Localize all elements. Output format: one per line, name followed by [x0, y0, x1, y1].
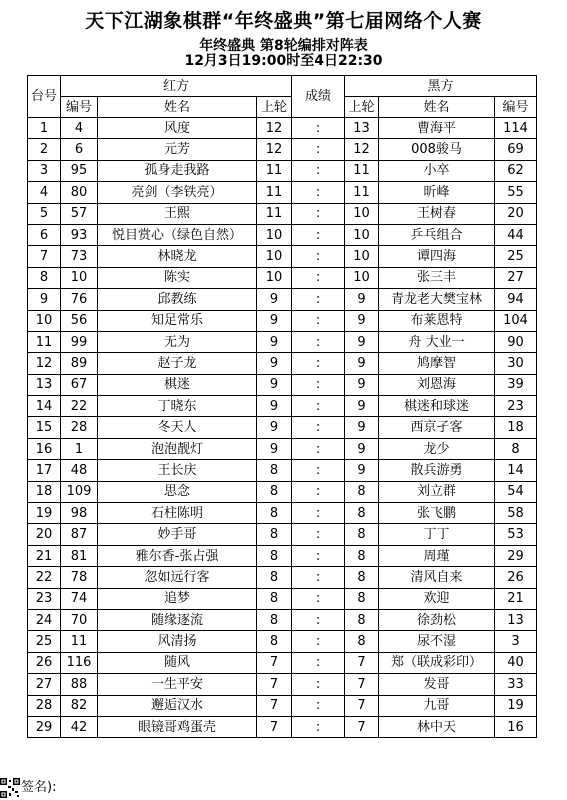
red-number-cell: 74	[61, 588, 98, 609]
black-last-round-cell: 11	[345, 160, 379, 181]
red-last-round-cell: 8	[257, 503, 292, 524]
black-last-round-cell: 7	[345, 695, 379, 716]
red-last-round-cell: 9	[257, 396, 292, 417]
red-name-cell: 妙手哥	[98, 524, 257, 545]
black-name-cell: 008骏马	[379, 139, 495, 160]
red-last-round-cell: 9	[257, 310, 292, 331]
red-name-cell: 王长庆	[98, 460, 257, 481]
table-no-cell: 24	[28, 609, 61, 630]
red-name-cell: 棋迷	[98, 374, 257, 395]
red-last-round-cell: 8	[257, 609, 292, 630]
table-no-cell: 2	[28, 139, 61, 160]
table-row	[28, 481, 537, 502]
black-number-cell: 18	[495, 417, 537, 438]
result-cell: :	[292, 203, 345, 224]
black-last-round-cell: 7	[345, 716, 379, 737]
black-number-cell: 44	[495, 224, 537, 245]
red-name-cell: 风度	[98, 118, 257, 139]
red-last-round-cell: 7	[257, 695, 292, 716]
red-name-cell: 随风	[98, 652, 257, 673]
black-number-cell: 39	[495, 374, 537, 395]
black-number-cell: 69	[495, 139, 537, 160]
red-last-round-cell: 10	[257, 246, 292, 267]
red-name-cell: 知足常乐	[98, 310, 257, 331]
table-row	[28, 203, 537, 224]
red-last-round-cell: 7	[257, 716, 292, 737]
pairings-table	[27, 75, 537, 738]
result-cell: :	[292, 267, 345, 288]
black-name-cell: 丁丁	[379, 524, 495, 545]
black-last-round-cell: 8	[345, 503, 379, 524]
black-name-cell: 小卒	[379, 160, 495, 181]
qr-code-icon	[0, 778, 20, 798]
result-cell: :	[292, 160, 345, 181]
black-number-cell: 90	[495, 331, 537, 352]
black-number-cell: 16	[495, 716, 537, 737]
table-row	[28, 267, 537, 288]
red-last-round-cell: 8	[257, 588, 292, 609]
red-last-round-cell: 8	[257, 460, 292, 481]
result-cell: :	[292, 310, 345, 331]
table-no-cell: 21	[28, 545, 61, 566]
result-cell: :	[292, 652, 345, 673]
black-last-round-cell: 8	[345, 524, 379, 545]
table-no-cell: 25	[28, 631, 61, 652]
red-last-round-cell: 7	[257, 674, 292, 695]
table-row	[28, 460, 537, 481]
red-last-round-cell: 8	[257, 481, 292, 502]
table-no-cell: 4	[28, 182, 61, 203]
black-last-round-cell: 10	[345, 203, 379, 224]
signature-label: 签名):	[21, 780, 57, 795]
signature-line	[0, 776, 56, 798]
red-number-cell: 88	[61, 674, 98, 695]
black-number-cell: 62	[495, 160, 537, 181]
black-name-cell: 棋迷和球迷	[379, 396, 495, 417]
result-cell: :	[292, 716, 345, 737]
table-row	[28, 224, 537, 245]
table-row	[28, 674, 537, 695]
table-row	[28, 716, 537, 737]
black-name-cell: 清风自来	[379, 567, 495, 588]
black-last-round-cell: 8	[345, 481, 379, 502]
result-cell: :	[292, 481, 345, 502]
table-row	[28, 567, 537, 588]
red-number-cell: 4	[61, 118, 98, 139]
red-number-cell: 57	[61, 203, 98, 224]
red-number-cell: 78	[61, 567, 98, 588]
red-name-cell: 元芳	[98, 139, 257, 160]
black-number-cell: 8	[495, 438, 537, 459]
red-name-cell: 林晓龙	[98, 246, 257, 267]
black-number-cell: 19	[495, 695, 537, 716]
result-cell: :	[292, 588, 345, 609]
black-last-round-cell: 9	[345, 310, 379, 331]
result-cell: :	[292, 374, 345, 395]
result-cell: :	[292, 396, 345, 417]
table-row	[28, 246, 537, 267]
black-last-round-cell: 9	[345, 438, 379, 459]
result-cell: :	[292, 460, 345, 481]
red-last-round-cell: 9	[257, 289, 292, 310]
black-name-cell: 王树春	[379, 203, 495, 224]
header-result: 成绩	[292, 76, 345, 118]
table-no-cell: 20	[28, 524, 61, 545]
red-last-round-cell: 8	[257, 631, 292, 652]
black-name-cell: 曹海平	[379, 118, 495, 139]
header-red-last-round: 上轮	[257, 97, 292, 118]
black-last-round-cell: 9	[345, 396, 379, 417]
result-cell: :	[292, 524, 345, 545]
table-row	[28, 588, 537, 609]
black-name-cell: 舟 大业一	[379, 331, 495, 352]
black-name-cell: 散兵游勇	[379, 460, 495, 481]
red-name-cell: 思念	[98, 481, 257, 502]
black-last-round-cell: 9	[345, 331, 379, 352]
black-last-round-cell: 7	[345, 674, 379, 695]
result-cell: :	[292, 695, 345, 716]
result-cell: :	[292, 118, 345, 139]
table-no-cell: 22	[28, 567, 61, 588]
header-red-number: 编号	[61, 97, 98, 118]
black-number-cell: 21	[495, 588, 537, 609]
table-no-cell: 16	[28, 438, 61, 459]
table-row	[28, 331, 537, 352]
table-no-cell: 6	[28, 224, 61, 245]
red-number-cell: 99	[61, 331, 98, 352]
table-row	[28, 310, 537, 331]
result-cell: :	[292, 567, 345, 588]
red-name-cell: 陈实	[98, 267, 257, 288]
red-number-cell: 93	[61, 224, 98, 245]
red-last-round-cell: 9	[257, 374, 292, 395]
black-number-cell: 20	[495, 203, 537, 224]
red-last-round-cell: 11	[257, 160, 292, 181]
red-last-round-cell: 11	[257, 203, 292, 224]
red-name-cell: 眼镜哥鸡蛋壳	[98, 716, 257, 737]
black-number-cell: 29	[495, 545, 537, 566]
black-name-cell: 张飞鹏	[379, 503, 495, 524]
black-number-cell: 53	[495, 524, 537, 545]
table-row	[28, 374, 537, 395]
table-row	[28, 118, 537, 139]
black-name-cell: 林中天	[379, 716, 495, 737]
red-number-cell: 10	[61, 267, 98, 288]
black-number-cell: 25	[495, 246, 537, 267]
black-name-cell: 龙少	[379, 438, 495, 459]
table-row	[28, 609, 537, 630]
red-last-round-cell: 12	[257, 139, 292, 160]
result-cell: :	[292, 674, 345, 695]
red-last-round-cell: 7	[257, 652, 292, 673]
black-last-round-cell: 9	[345, 289, 379, 310]
table-row	[28, 353, 537, 374]
page-title: 天下江湖象棋群“年终盛典”第七届网络个人赛	[85, 10, 482, 32]
table-no-cell: 28	[28, 695, 61, 716]
black-number-cell: 14	[495, 460, 537, 481]
red-name-cell: 王熙	[98, 203, 257, 224]
black-last-round-cell: 9	[345, 374, 379, 395]
black-last-round-cell: 9	[345, 417, 379, 438]
red-name-cell: 邱教练	[98, 289, 257, 310]
table-no-cell: 19	[28, 503, 61, 524]
black-name-cell: 发哥	[379, 674, 495, 695]
black-number-cell: 114	[495, 118, 537, 139]
red-number-cell: 67	[61, 374, 98, 395]
red-name-cell: 雅尔香-张占强	[98, 545, 257, 566]
red-name-cell: 赵子龙	[98, 353, 257, 374]
red-number-cell: 28	[61, 417, 98, 438]
red-name-cell: 无为	[98, 331, 257, 352]
result-cell: :	[292, 417, 345, 438]
table-row	[28, 438, 537, 459]
red-last-round-cell: 9	[257, 353, 292, 374]
table-row	[28, 160, 537, 181]
result-cell: :	[292, 289, 345, 310]
red-name-cell: 亮剑（李铁亮）	[98, 182, 257, 203]
table-row	[28, 503, 537, 524]
black-number-cell: 55	[495, 182, 537, 203]
header-red-name: 姓名	[98, 97, 257, 118]
black-name-cell: 欢迎	[379, 588, 495, 609]
result-cell: :	[292, 224, 345, 245]
red-number-cell: 89	[61, 353, 98, 374]
table-row	[28, 396, 537, 417]
red-number-cell: 95	[61, 160, 98, 181]
result-cell: :	[292, 545, 345, 566]
black-name-cell: 郑（联成彩印）	[379, 652, 495, 673]
black-name-cell: 鸠摩智	[379, 353, 495, 374]
table-row	[28, 139, 537, 160]
black-last-round-cell: 12	[345, 139, 379, 160]
red-name-cell: 一生平安	[98, 674, 257, 695]
table-no-cell: 1	[28, 118, 61, 139]
table-no-cell: 12	[28, 353, 61, 374]
black-number-cell: 33	[495, 674, 537, 695]
red-number-cell: 6	[61, 139, 98, 160]
red-number-cell: 56	[61, 310, 98, 331]
black-last-round-cell: 10	[345, 246, 379, 267]
red-number-cell: 11	[61, 631, 98, 652]
table-no-cell: 17	[28, 460, 61, 481]
table-no-cell: 29	[28, 716, 61, 737]
red-number-cell: 70	[61, 609, 98, 630]
black-number-cell: 3	[495, 631, 537, 652]
result-cell: :	[292, 139, 345, 160]
result-cell: :	[292, 438, 345, 459]
red-number-cell: 80	[61, 182, 98, 203]
result-cell: :	[292, 246, 345, 267]
red-last-round-cell: 8	[257, 524, 292, 545]
table-no-cell: 13	[28, 374, 61, 395]
header-black-name: 姓名	[379, 97, 495, 118]
table-row	[28, 417, 537, 438]
black-last-round-cell: 8	[345, 588, 379, 609]
table-no-cell: 3	[28, 160, 61, 181]
black-last-round-cell: 13	[345, 118, 379, 139]
red-number-cell: 1	[61, 438, 98, 459]
black-number-cell: 40	[495, 652, 537, 673]
black-number-cell: 26	[495, 567, 537, 588]
red-number-cell: 22	[61, 396, 98, 417]
red-name-cell: 随缘逐流	[98, 609, 257, 630]
black-last-round-cell: 8	[345, 545, 379, 566]
black-number-cell: 94	[495, 289, 537, 310]
table-row	[28, 182, 537, 203]
table-no-cell: 18	[28, 481, 61, 502]
table-row	[28, 545, 537, 566]
result-cell: :	[292, 609, 345, 630]
black-name-cell: 青龙老大樊宝林	[379, 289, 495, 310]
red-number-cell: 48	[61, 460, 98, 481]
red-number-cell: 116	[61, 652, 98, 673]
subtitle-block	[0, 39, 567, 69]
table-no-cell: 15	[28, 417, 61, 438]
table-no-cell: 27	[28, 674, 61, 695]
table-row	[28, 695, 537, 716]
black-name-cell: 九哥	[379, 695, 495, 716]
black-last-round-cell: 8	[345, 609, 379, 630]
black-name-cell: 刘立群	[379, 481, 495, 502]
red-name-cell: 悦目赏心（绿色自然）	[98, 224, 257, 245]
red-number-cell: 81	[61, 545, 98, 566]
black-name-cell: 张三丰	[379, 267, 495, 288]
header-black-number: 编号	[495, 97, 537, 118]
red-number-cell: 82	[61, 695, 98, 716]
black-number-cell: 27	[495, 267, 537, 288]
red-last-round-cell: 9	[257, 438, 292, 459]
table-no-cell: 7	[28, 246, 61, 267]
table-no-cell: 14	[28, 396, 61, 417]
red-number-cell: 109	[61, 481, 98, 502]
header-red-side: 红方	[61, 76, 292, 97]
black-number-cell: 13	[495, 609, 537, 630]
black-name-cell: 乒乓组合	[379, 224, 495, 245]
result-cell: :	[292, 353, 345, 374]
black-number-cell: 54	[495, 481, 537, 502]
black-name-cell: 徐劲松	[379, 609, 495, 630]
black-name-cell: 布莱恩特	[379, 310, 495, 331]
table-row	[28, 289, 537, 310]
red-name-cell: 忽如远行客	[98, 567, 257, 588]
red-name-cell: 孤身走我路	[98, 160, 257, 181]
black-name-cell: 谭四海	[379, 246, 495, 267]
black-last-round-cell: 10	[345, 224, 379, 245]
black-name-cell: 尿不湿	[379, 631, 495, 652]
red-number-cell: 98	[61, 503, 98, 524]
header-black-last-round: 上轮	[345, 97, 379, 118]
round-time: 12月3日19:00时至4日22:30	[184, 53, 383, 69]
red-number-cell: 42	[61, 716, 98, 737]
red-last-round-cell: 8	[257, 545, 292, 566]
black-last-round-cell: 7	[345, 652, 379, 673]
black-last-round-cell: 8	[345, 567, 379, 588]
black-name-cell: 昕峰	[379, 182, 495, 203]
header-table-no: 台号	[28, 76, 61, 118]
header-black-side: 黑方	[345, 76, 537, 97]
table-no-cell: 9	[28, 289, 61, 310]
round-title: 年终盛典 第8轮编排对阵表	[199, 38, 368, 54]
result-cell: :	[292, 331, 345, 352]
red-last-round-cell: 10	[257, 267, 292, 288]
black-last-round-cell: 9	[345, 460, 379, 481]
red-name-cell: 石柱陈明	[98, 503, 257, 524]
black-name-cell: 西京孑客	[379, 417, 495, 438]
table-no-cell: 8	[28, 267, 61, 288]
red-last-round-cell: 9	[257, 331, 292, 352]
black-last-round-cell: 9	[345, 353, 379, 374]
table-row	[28, 652, 537, 673]
red-number-cell: 76	[61, 289, 98, 310]
red-last-round-cell: 10	[257, 224, 292, 245]
black-last-round-cell: 10	[345, 267, 379, 288]
black-number-cell: 58	[495, 503, 537, 524]
red-last-round-cell: 12	[257, 118, 292, 139]
red-last-round-cell: 8	[257, 567, 292, 588]
red-name-cell: 冬天人	[98, 417, 257, 438]
table-no-cell: 26	[28, 652, 61, 673]
black-number-cell: 23	[495, 396, 537, 417]
black-number-cell: 104	[495, 310, 537, 331]
table-no-cell: 5	[28, 203, 61, 224]
result-cell: :	[292, 182, 345, 203]
result-cell: :	[292, 631, 345, 652]
table-no-cell: 10	[28, 310, 61, 331]
table-row	[28, 631, 537, 652]
red-name-cell: 泡泡靓灯	[98, 438, 257, 459]
result-cell: :	[292, 503, 345, 524]
red-name-cell: 追梦	[98, 588, 257, 609]
red-last-round-cell: 9	[257, 417, 292, 438]
red-number-cell: 87	[61, 524, 98, 545]
red-name-cell: 风清扬	[98, 631, 257, 652]
table-row	[28, 524, 537, 545]
red-number-cell: 73	[61, 246, 98, 267]
red-name-cell: 邂逅汉水	[98, 695, 257, 716]
black-last-round-cell: 8	[345, 631, 379, 652]
red-name-cell: 丁晓东	[98, 396, 257, 417]
table-no-cell: 23	[28, 588, 61, 609]
black-name-cell: 周瑾	[379, 545, 495, 566]
table-no-cell: 11	[28, 331, 61, 352]
black-last-round-cell: 11	[345, 182, 379, 203]
black-name-cell: 刘恩海	[379, 374, 495, 395]
red-last-round-cell: 11	[257, 182, 292, 203]
black-number-cell: 30	[495, 353, 537, 374]
